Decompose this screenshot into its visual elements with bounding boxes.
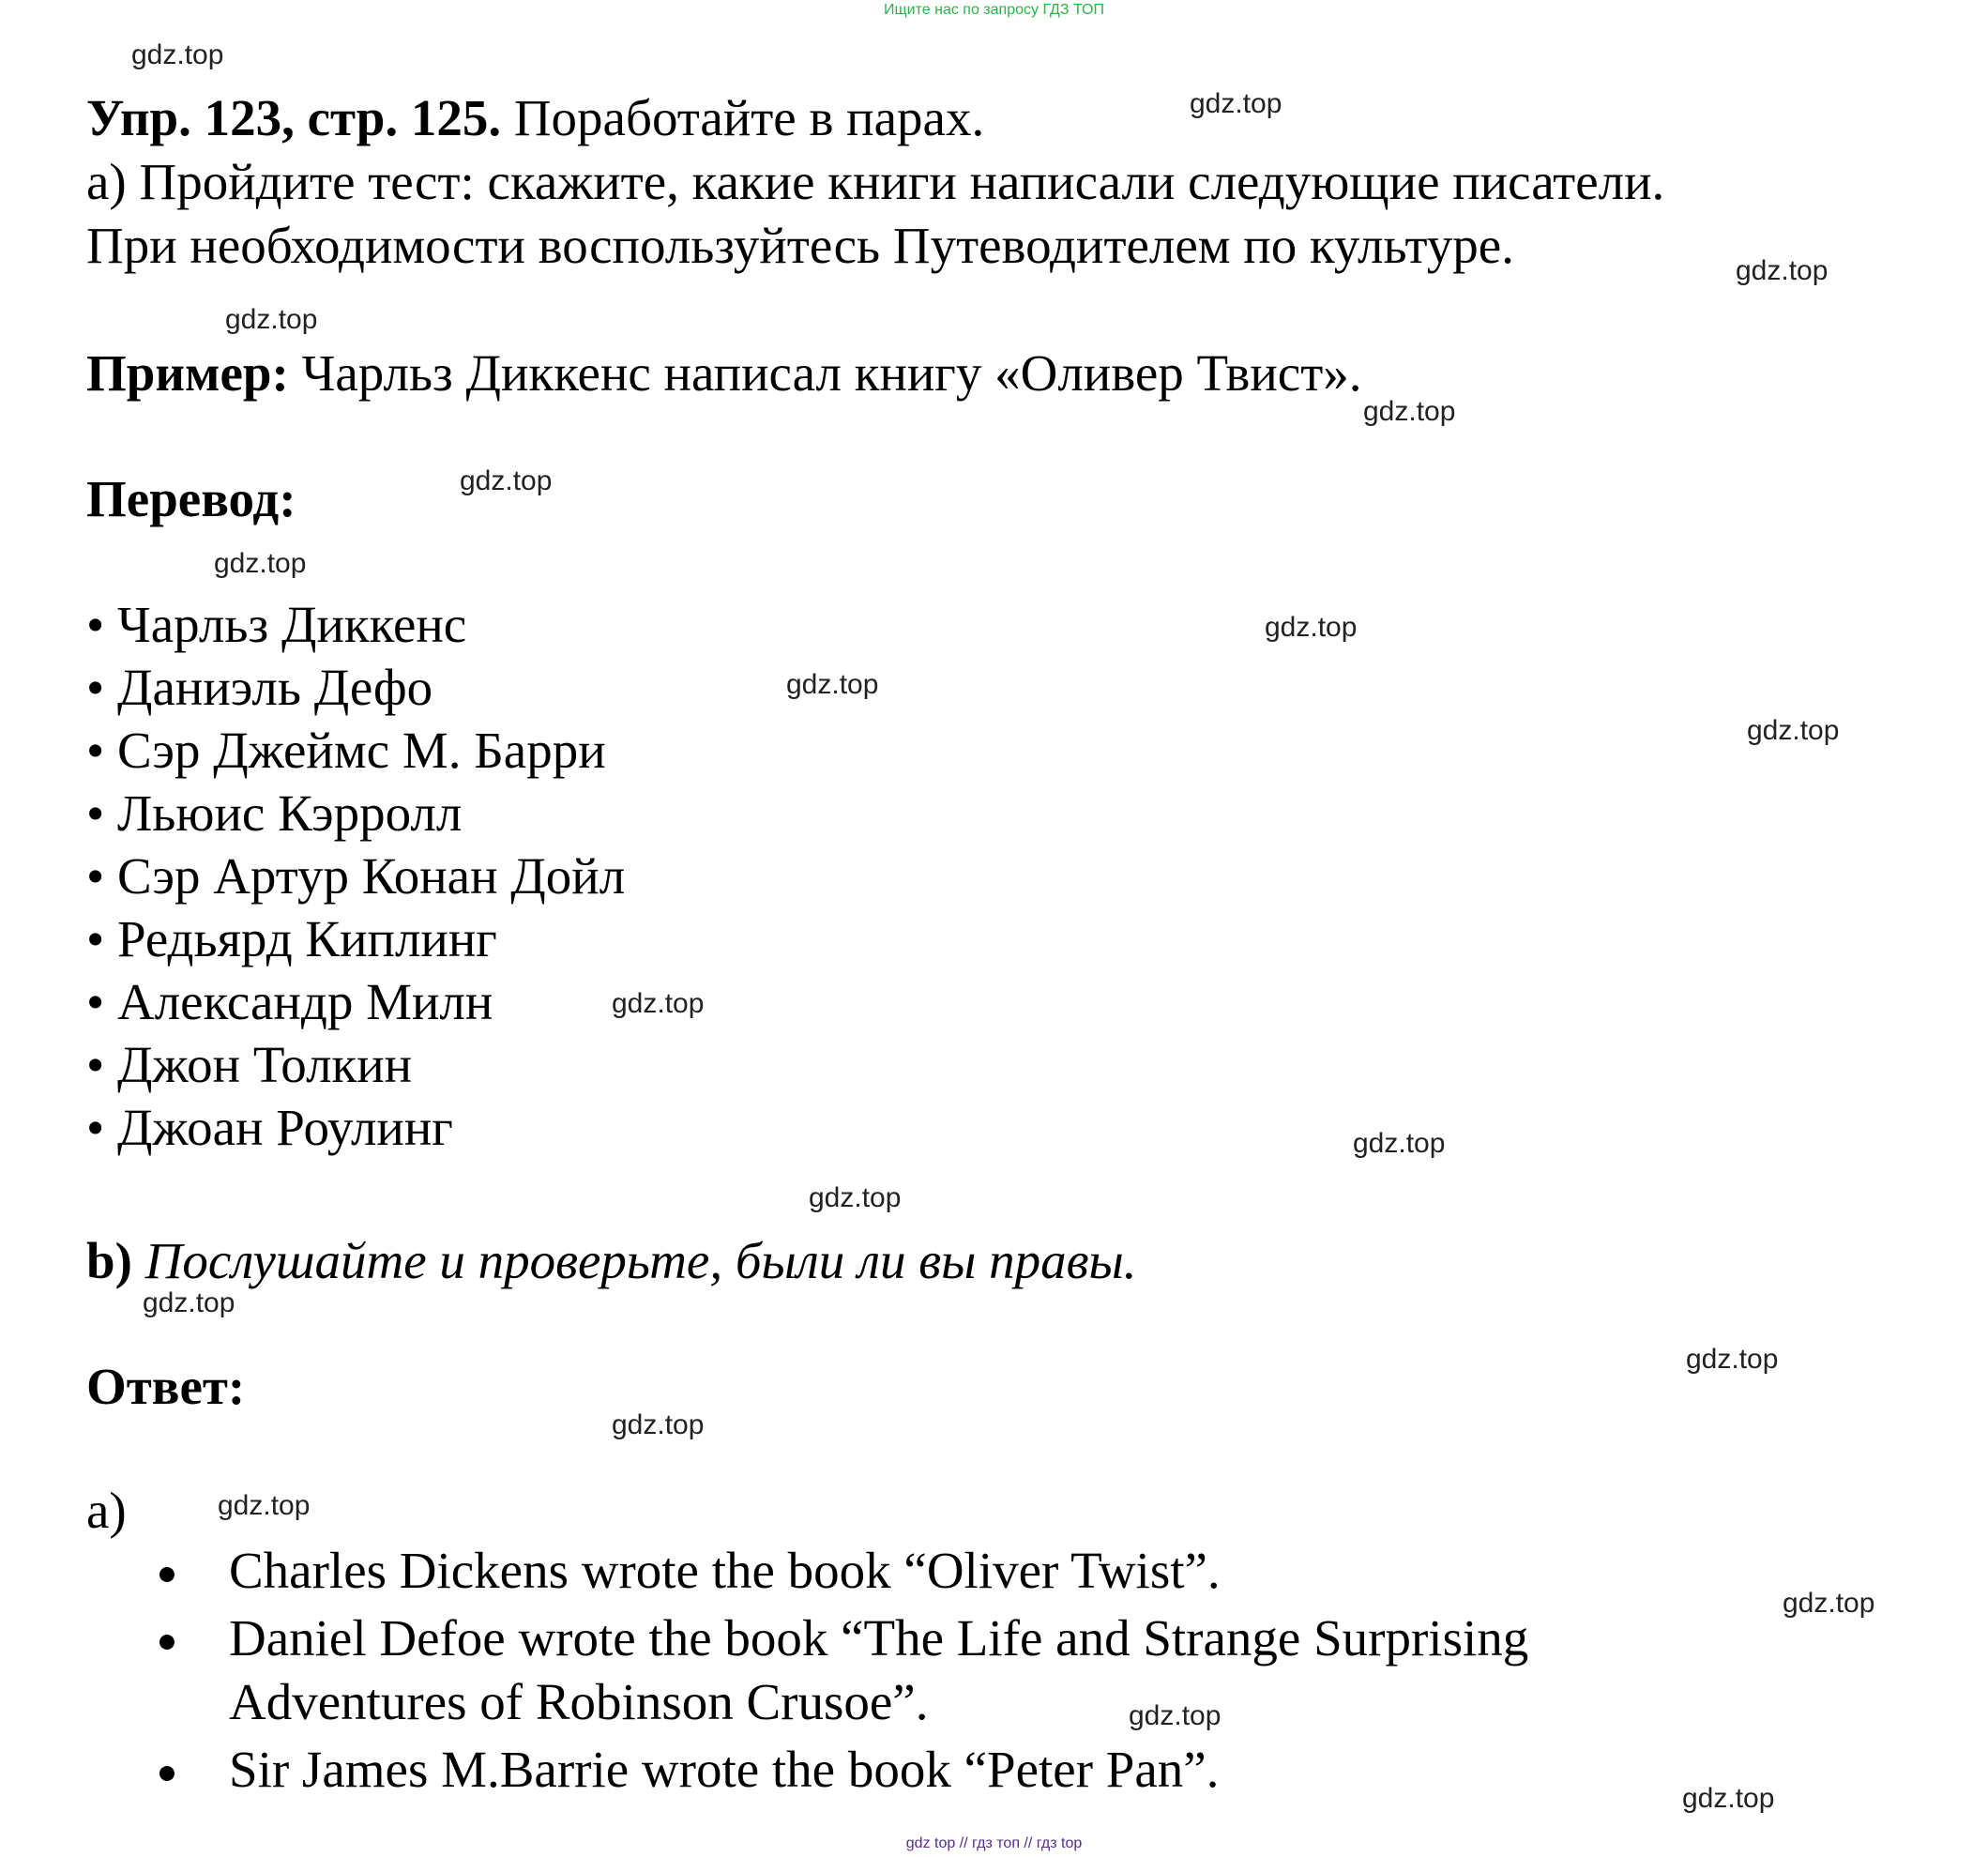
answers-list [156,1539,1751,1805]
example-label: Пример: [86,344,289,402]
watermark: gdz.top [809,1182,902,1213]
answer-item [156,1738,1751,1802]
author-item: • Редьярд Киплинг [86,910,497,967]
author-item: • Джоан Роулинг [86,1099,453,1156]
watermark: gdz.top [786,669,879,700]
author-item: • Даниэль Дефо [86,659,433,716]
author-item: • Льюис Кэрролл [86,784,463,842]
watermark: gdz.top [131,39,224,70]
answer-text: Sir James M.Barrie wrote the book “Peter Pan”. [229,1741,1220,1798]
answer-text: Charles Dickens wrote the book “Oliver Twist”. [229,1542,1221,1599]
translation-heading: Перевод: [86,470,296,527]
answer-heading: Ответ: [86,1358,246,1415]
authors-list [86,593,625,1159]
author-item: • Сэр Джеймс М. Барри [86,722,606,779]
watermark: gdz.top [1363,396,1456,427]
bullet-icon [159,1766,175,1781]
example-text: Чарльз Диккенс написал книгу «Оливер Твист». [288,344,1362,402]
watermark: gdz.top [214,548,307,579]
watermark: gdz.top [1686,1344,1779,1375]
exercise-number: Упр. 123, стр. 125. [86,89,502,146]
watermark: gdz.top [1783,1588,1875,1619]
task-a-line-2: При необходимости воспользуйтесь Путеводителем по культуре. [86,217,1514,274]
answer-item [156,1606,1751,1734]
watermark: gdz.top [1353,1128,1446,1159]
answer-item [156,1539,1751,1603]
watermark: gdz.top [143,1287,235,1318]
watermark: gdz.top [612,988,705,1019]
bullet-icon [159,1635,175,1650]
author-item: • Джон Толкин [86,1036,413,1093]
bullet-icon [159,1567,175,1582]
exercise-instruction: Поработайте в парах. [501,89,985,146]
watermark: gdz.top [1129,1700,1222,1731]
author-item: • Сэр Артур Конан Дойл [86,847,626,905]
watermark: gdz.top [1747,715,1840,746]
watermark: gdz.top [1190,88,1282,119]
author-item: • Чарльз Диккенс [86,596,467,653]
watermark: gdz.top [1682,1783,1775,1814]
example [86,344,1362,402]
task-b-text: Послушайте и проверьте, были ли вы правы. [131,1232,1137,1289]
top-banner: Ищите нас по запросу ГДЗ ТОП [884,2,1104,18]
watermark: gdz.top [1265,612,1358,643]
watermark: gdz.top [1736,255,1829,286]
answer-a-label: a) [86,1482,127,1539]
watermark: gdz.top [612,1409,705,1440]
watermark: gdz.top [225,304,318,335]
task-b-label: b) [86,1232,132,1289]
watermark: gdz.top [218,1490,311,1521]
task-a-line-1: a) Пройдите тест: скажите, какие книги написали следующие писатели. [86,153,1665,210]
footer: gdz top // гдз топ // гдз top [905,1835,1083,1851]
exercise-title [86,89,985,146]
task-b [86,1232,1137,1289]
answer-text: Daniel Defoe wrote the book “The Life and Strange Surprising Adventures of Robinson Crusoe”. [229,1609,1529,1730]
author-item: • Александр Милн [86,973,493,1030]
watermark: gdz.top [460,465,553,496]
